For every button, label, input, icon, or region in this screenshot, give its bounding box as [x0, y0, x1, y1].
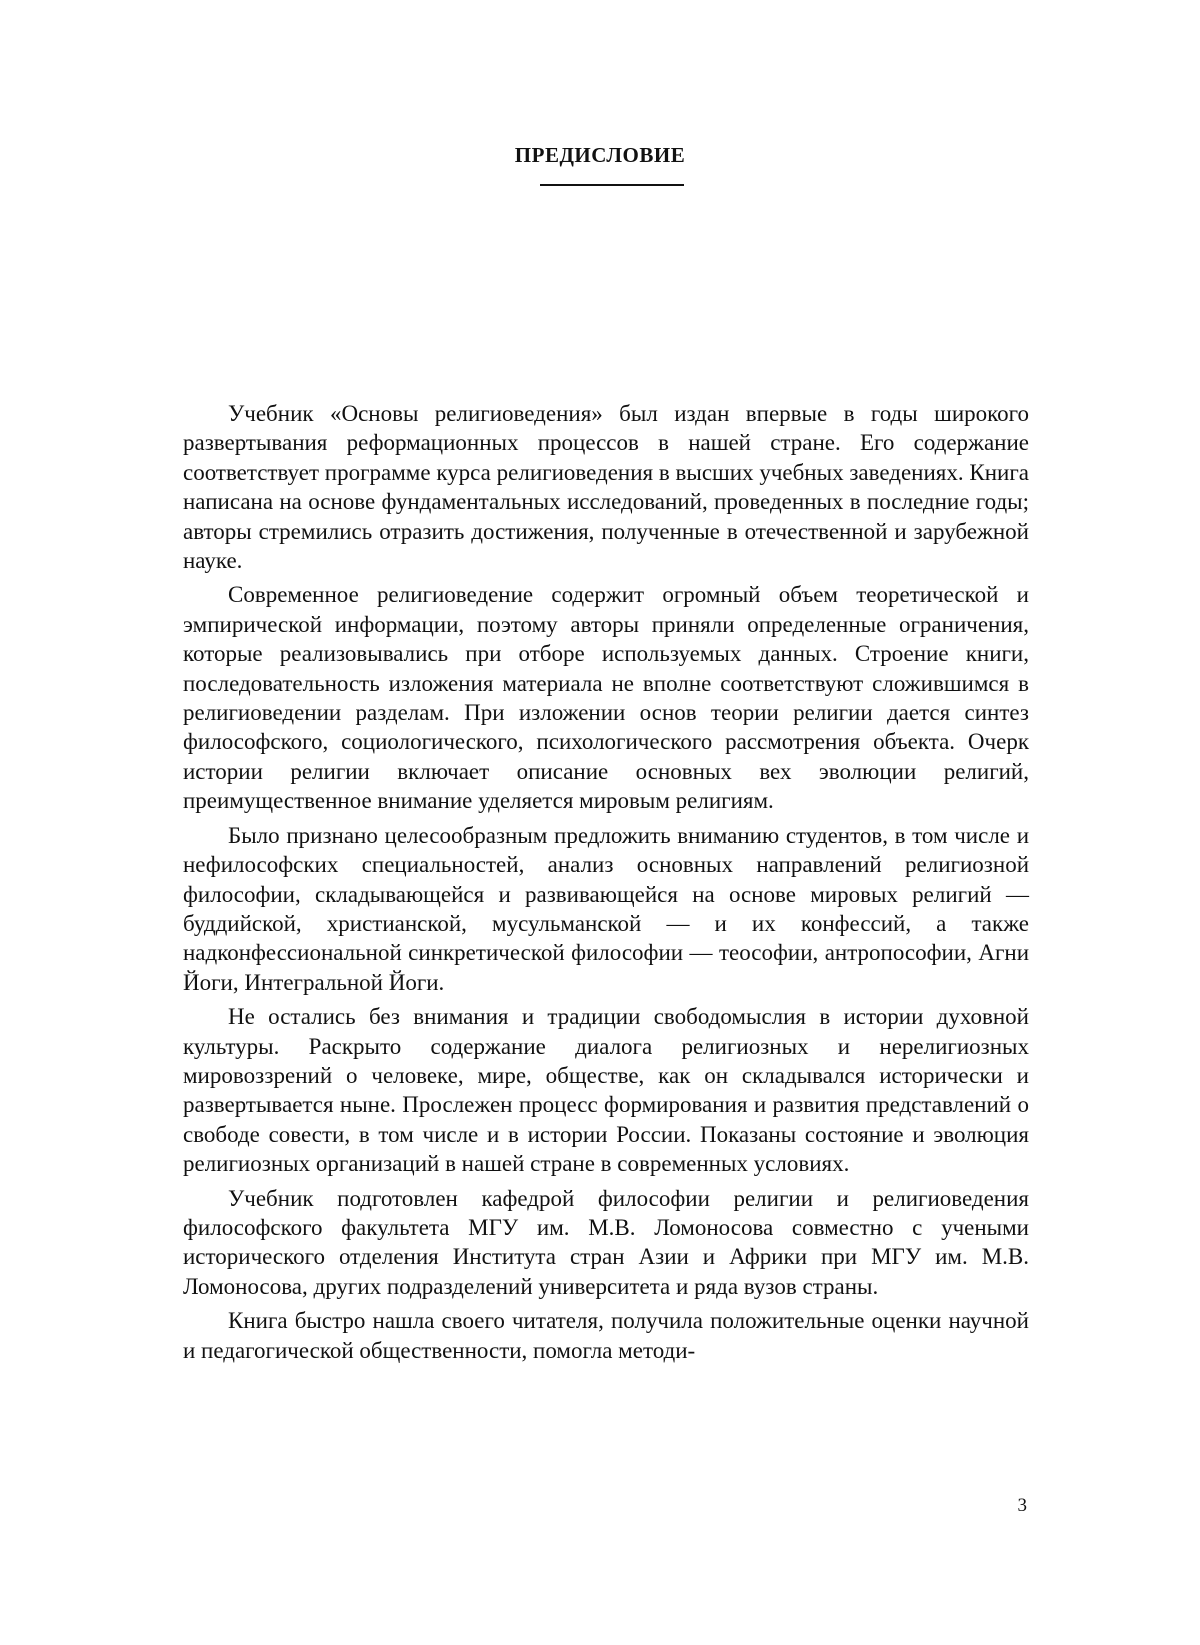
- paragraph-4: Не остались без внимания и традиции свободомыслия в истории духовной культуры. Раскрыто содержание диалога религиозных и нерелигиозных мировоззрений о человеке, мире, обществе, как он складывался исторически и развертывается ныне. Прослежен процесс формирования и развития представлений о свободе совести, в том числе и в истории России. Показаны состояние и эволюция религиозных организаций в нашей стране в современных условиях.: [183, 1004, 1029, 1177]
- paragraph-1: Учебник «Основы религиоведения» был издан впервые в годы широкого развертывания реформационных процессов в нашей стране. Его содержание соответствует программе курса религиоведения в высших учебных заведениях. Книга написана на основе фундаментальных исследований, проведенных в последние годы; авторы стремились отразить достижения, полученные в отечественной и зарубежной науке.: [183, 401, 1029, 574]
- paragraph-5: Учебник подготовлен кафедрой философии религии и религиоведения философского факультета МГУ им. М.В. Ломоносова совместно с учеными исторического отделения Института стран Азии и Африки при МГУ им. М.В. Ломоносова, других подразделений университета и ряда вузов страны.: [183, 1185, 1029, 1299]
- title-underline: [540, 184, 684, 186]
- paragraph-3: Было признано целесообразным предложить вниманию студентов, в том числе и нефилософских специальностей, анализ основных направлений религиозной философии, складывающейся и развивающейся на основе мировых религий — буддийской, христианской, мусульманской — и их конфессий, а также надконфессиональной синкретической философии — теософии, антропософии, Агни Йоги, Интегральной Йоги.: [183, 822, 1029, 995]
- page-title: ПРЕДИСЛОВИЕ: [514, 143, 686, 167]
- paragraph-2: Современное религиоведение содержит огромный объем теоретической и эмпирической информации, поэтому авторы приняли определенные ограничения, которые реализовывались при отборе используемых данных. Строение книги, последовательность изложения материала не вполне соответствуют сложившимся в религиоведении разделам. При изложении основ теории религии дается синтез философского, социологического, психологического рассмотрения объекта. Очерк истории религии включает описание основных вех эволюции религий, преимущественное внимание уделяется мировым религиям.: [183, 582, 1029, 814]
- page-number: 3: [1017, 1495, 1027, 1516]
- paragraph-6: Книга быстро нашла своего читателя, получила положительные оценки научной и педагогической общественности, помогла методи-: [183, 1308, 1029, 1363]
- body-text: [183, 399, 1029, 1370]
